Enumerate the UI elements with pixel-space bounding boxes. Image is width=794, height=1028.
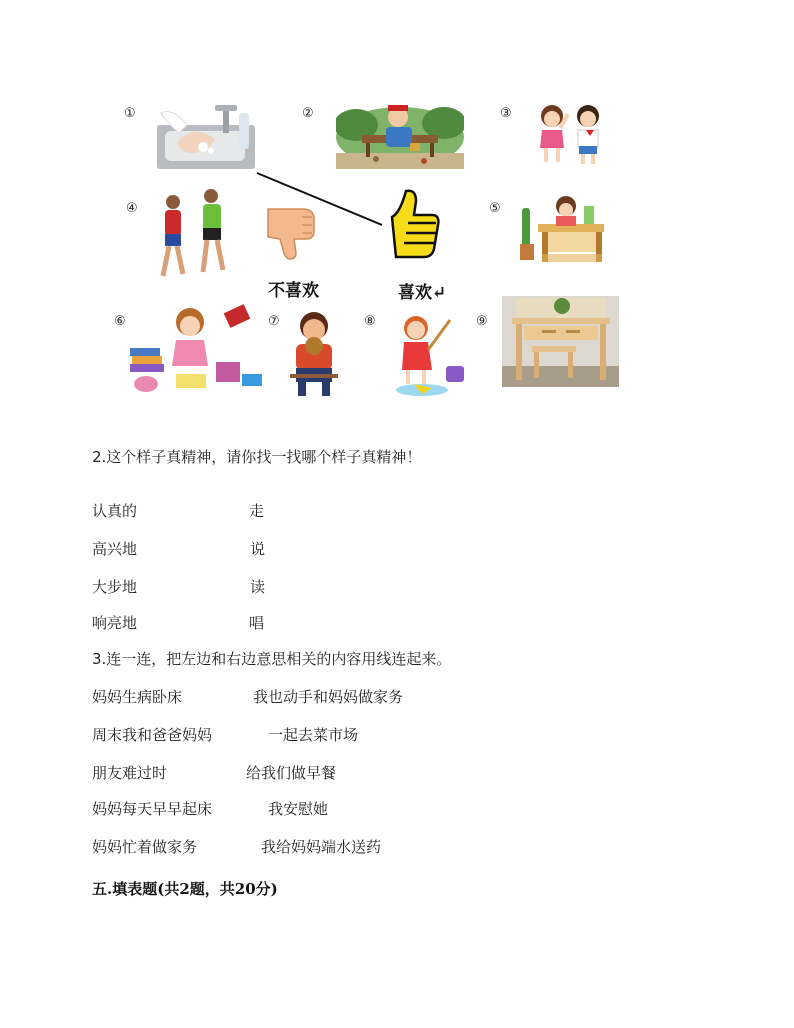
answer-connect-line [0,0,794,300]
q2-left-item[interactable]: 响亮地 [92,614,138,632]
q2-left-item[interactable]: 认真的 [92,502,138,520]
q2-title: 2.这个样子真精神，请你找一找哪个样子真精神！ [92,448,422,466]
q3-left-item[interactable]: 妈妈生病卧床 [92,688,183,706]
q3-right-item[interactable]: 我也动手和妈妈做家务 [253,688,404,706]
messy-desk-child-picture [516,188,608,266]
q3-left-item[interactable]: 妈妈忙着做家务 [92,838,198,856]
q3-right-item[interactable]: 我给妈妈端水送药 [261,838,382,856]
q3-title: 3.连一连，把左边和右边意思相关的内容用线连起来。 [92,650,452,668]
q2-right-item[interactable]: 唱 [249,614,265,632]
q3-right-item[interactable]: 我安慰她 [268,800,329,818]
picture-number-8: ⑧ [364,314,376,329]
picture-number-1: ① [124,106,136,121]
q2-right-item[interactable]: 读 [250,578,266,596]
dislike-label: 不喜欢 [268,281,319,301]
q2-right-item[interactable]: 说 [250,540,266,558]
picture-number-9: ⑨ [476,314,488,329]
q3-left-item[interactable]: 朋友难过时 [92,764,168,782]
girl-mopping-picture [392,306,468,398]
wooden-desk-picture [502,296,619,387]
section-five-heading: 五.填表题(共2题，共20分) [92,880,278,898]
q3-left-item[interactable]: 妈妈每天早早起床 [92,800,213,818]
picture-number-5: ⑤ [489,201,501,216]
q3-right-item[interactable]: 一起去菜市场 [268,726,359,744]
picture-number-6: ⑥ [114,314,126,329]
q2-left-item[interactable]: 大步地 [92,578,138,596]
q3-left-item[interactable]: 周末我和爸爸妈妈 [92,726,213,744]
picture-number-2: ② [302,106,314,121]
like-label: 喜欢↵ [398,283,447,303]
q2-right-item[interactable]: 走 [249,502,265,520]
messy-room-girl-picture [126,300,268,394]
picture-number-4: ④ [126,201,138,216]
q2-left-item[interactable]: 高兴地 [92,540,138,558]
picture-number-3: ③ [500,106,512,121]
q3-right-item[interactable]: 给我们做早餐 [246,764,337,782]
picture-number-7: ⑦ [268,314,280,329]
boy-eating-picture [286,306,342,398]
